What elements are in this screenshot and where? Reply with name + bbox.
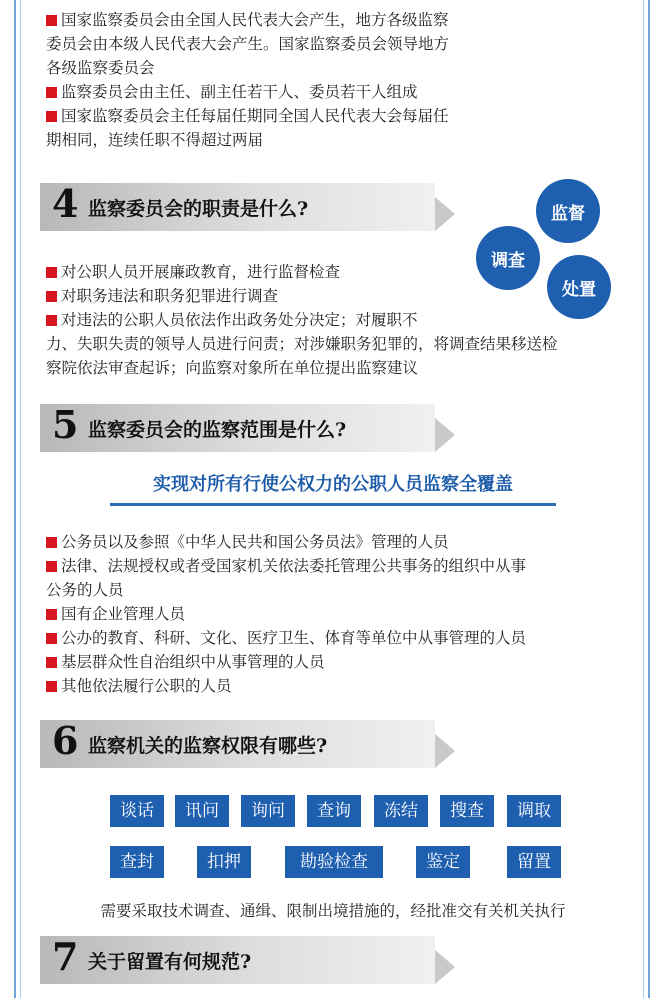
line: 国家监察委员会主任每届任期同全国人民代表大会每届任	[46, 104, 449, 128]
red-bullet-icon	[46, 537, 57, 548]
red-bullet-icon	[46, 291, 57, 302]
red-bullet-icon	[46, 681, 57, 692]
line: 其他依法履行公职的人员	[46, 674, 526, 698]
section4-heading	[40, 183, 435, 231]
red-bullet-icon	[46, 315, 57, 326]
red-bullet-icon	[46, 657, 57, 668]
section-number: 7	[52, 934, 79, 979]
power-tag: 询问	[241, 795, 295, 827]
line: 对违法的公职人员依法作出政务处分决定；对履职不	[46, 308, 558, 332]
power-tag: 勘验检查	[285, 846, 383, 878]
power-tag: 讯问	[175, 795, 229, 827]
section-title: 监察委员会的职责是什么?	[88, 198, 309, 220]
section7-heading	[40, 936, 435, 984]
line: 国有企业管理人员	[46, 602, 526, 626]
power-tag: 留置	[507, 846, 561, 878]
line: 公务员以及参照《中华人民共和国公务员法》管理的人员	[46, 530, 526, 554]
line: 察院依法审查起诉；向监察对象所在单位提出监察建议	[46, 359, 419, 377]
line: 监察委员会由主任、副主任若干人、委员若干人组成	[46, 80, 449, 104]
red-bullet-icon	[46, 633, 57, 644]
line: 法律、法规授权或者受国家机关依法委托管理公共事务的组织中从事	[46, 554, 526, 578]
section5-heading	[40, 404, 435, 452]
section-number: 5	[52, 402, 79, 447]
red-bullet-icon	[46, 267, 57, 278]
section3-text	[46, 8, 449, 152]
circle-investigate: 调查	[476, 226, 540, 290]
line: 对职务违法和职务犯罪进行调查	[46, 284, 558, 308]
line: 委员会由本级人民代表大会产生。国家监察委员会领导地方	[46, 35, 450, 53]
line: 公务的人员	[46, 581, 124, 599]
red-bullet-icon	[46, 87, 57, 98]
section-number: 4	[52, 181, 79, 226]
line: 对公职人员开展廉政教育，进行监督检查	[46, 260, 558, 284]
line: 力、失职失责的领导人员进行问责；对涉嫌职务犯罪的，将调查结果移送检	[46, 335, 558, 353]
red-bullet-icon	[46, 561, 57, 572]
line: 国家监察委员会由全国人民代表大会产生，地方各级监察	[46, 8, 449, 32]
line: 期相同，连续任职不得超过两届	[46, 131, 264, 149]
section5-text	[46, 530, 526, 698]
section5-subheading: 实现对所有行使公权力的公职人员监察全覆盖	[153, 474, 513, 495]
circle-dispose: 处置	[547, 255, 611, 319]
red-bullet-icon	[46, 111, 57, 122]
section-title: 监察委员会的监察范围是什么?	[88, 419, 347, 441]
section-title: 关于留置有何规范?	[88, 951, 252, 973]
power-tag: 查询	[307, 795, 361, 827]
power-tag: 调取	[507, 795, 561, 827]
section6-note: 需要采取技术调查、通缉、限制出境措施的，经批准交有关机关执行	[100, 902, 566, 920]
line: 公办的教育、科研、文化、医疗卫生、体育等单位中从事管理的人员	[46, 626, 526, 650]
power-tag: 查封	[110, 846, 164, 878]
power-tag: 谈话	[110, 795, 164, 827]
subheading-underline	[110, 503, 556, 506]
power-tag: 冻结	[374, 795, 428, 827]
line: 基层群众性自治组织中从事管理的人员	[46, 650, 526, 674]
section4-text	[46, 260, 558, 380]
power-tag: 搜查	[440, 795, 494, 827]
red-bullet-icon	[46, 609, 57, 620]
section-number: 6	[52, 718, 79, 763]
section-title: 监察机关的监察权限有哪些?	[88, 735, 328, 757]
power-tag: 鉴定	[416, 846, 470, 878]
line: 各级监察委员会	[46, 59, 155, 77]
circle-supervise: 监督	[536, 179, 600, 243]
section6-heading	[40, 720, 435, 768]
power-tag: 扣押	[197, 846, 251, 878]
red-bullet-icon	[46, 15, 57, 26]
